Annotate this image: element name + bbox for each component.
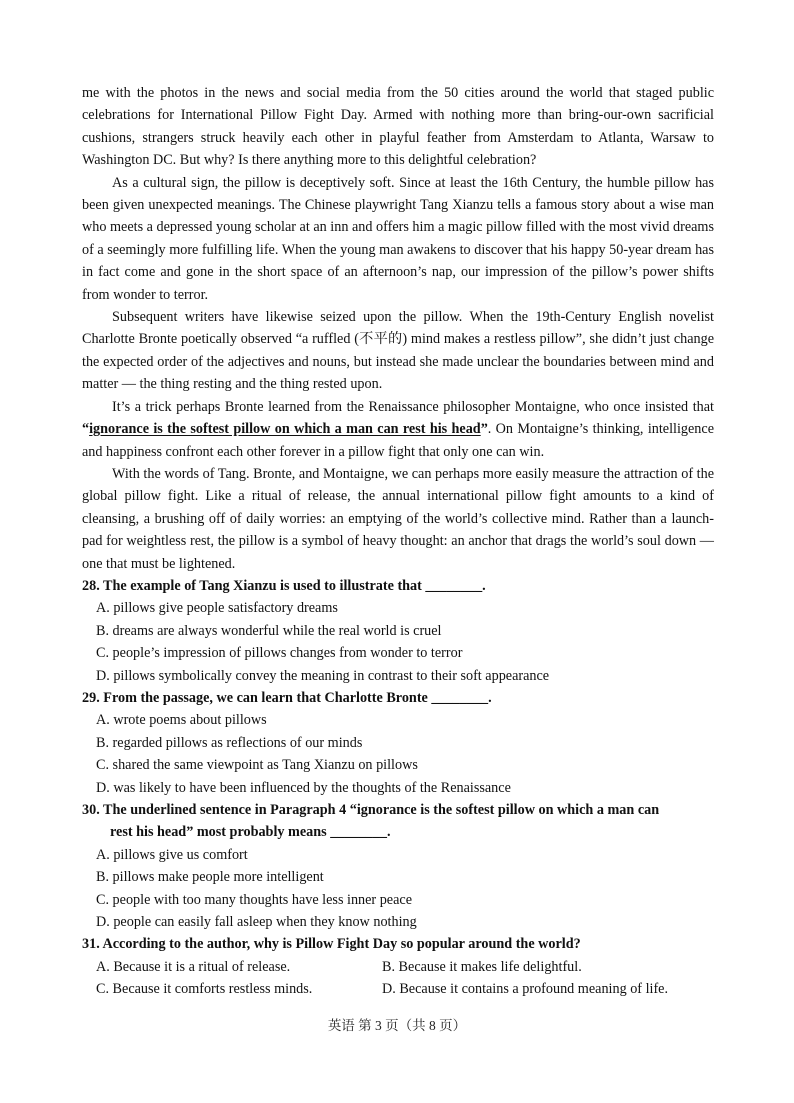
question-29-stem: 29. From the passage, we can learn that Charlotte Bronte ________. [82, 689, 492, 706]
question-30-options [82, 844, 714, 934]
paragraph-4-lead-text: It’s a trick perhaps Bronte learned from the Renaissance philosopher Montaigne, who once insisted that [112, 398, 714, 415]
exam-page [82, 82, 714, 1001]
quote-open: “ [82, 421, 90, 438]
question-28-option-c[interactable]: C. people’s impression of pillows changes from wonder to terror [96, 645, 463, 662]
question-31-option-c[interactable]: C. Because it comforts restless minds. [96, 981, 313, 998]
question-31-options [82, 956, 714, 1001]
question-29 [82, 687, 714, 799]
question-29-option-b[interactable]: B. regarded pillows as reflections of our minds [96, 734, 363, 751]
question-30-option-a[interactable]: A. pillows give us comfort [96, 846, 248, 863]
question-31-stem: 31. According to the author, why is Pillow Fight Day so popular around the world? [82, 936, 581, 953]
question-28-stem: 28. The example of Tang Xianzu is used to illustrate that ________. [82, 577, 486, 594]
question-29-option-a[interactable]: A. wrote poems about pillows [96, 712, 267, 729]
passage-paragraph-1: me with the photos in the news and social media from the 50 cities around the world that staged public celebrations for International Pillow Fight Day. Armed with nothing more than bring-our-own sacrificial cushions, strangers struck heavily each other in playful feather from Amsterdam to Atlanta, Warsaw to Washington DC. But why? Is there anything more to this delightful celebration? [82, 85, 714, 169]
question-28 [82, 575, 714, 687]
passage-paragraph-3: Subsequent writers have likewise seized upon the pillow. When the 19th-Century English novelist Charlotte Bronte poetically observed “a ruffled (不平的) mind makes a restless pillow”, she didn’t just change the expected order of the adjectives and nouns, but instead she made unclear the boundaries between mind and matter — the thing resting and the thing rested upon. [82, 309, 714, 393]
passage-paragraph-2: As a cultural sign, the pillow is deceptively soft. Since at least the 16th Century, the humble pillow has been given unexpected meanings. The Chinese playwright Tang Xianzu tells a famous story about a wise man who meets a depressed young scholar at an inn and offers him a magic pillow filled with the most vivid dreams of a seemingly more fulfilling life. When the young man awakens to discover that his happy 50-year dream has in fact come and gone in the short space of an afternoon’s nap, our impression of the pillow’s power shifts from wonder to terror. [82, 174, 714, 303]
question-30-stem-line-1: 30. The underlined sentence in Paragraph 4 “ignorance is the softest pillow on which a man can [82, 802, 660, 818]
question-28-options [82, 597, 714, 687]
question-30 [82, 799, 714, 933]
passage-paragraph-5: With the words of Tang. Bronte, and Montaigne, we can perhaps more easily measure the attraction of the global pillow fight. Like a ritual of release, the annual international pillow fight amounts to a kind of cleansing, a brushing off of daily worries: an emptying of the world’s collective mind. Rather than a launch-pad for weightless rest, the pillow is a symbol of heavy thought: an anchor that drags the world’s soul down — one that must be lightened. [82, 465, 714, 572]
question-30-option-b[interactable]: B. pillows make people more intelligent [96, 869, 324, 886]
question-30-option-c[interactable]: C. people with too many thoughts have less inner peace [96, 891, 412, 908]
question-28-option-d[interactable]: D. pillows symbolically convey the meaning in contrast to their soft appearance [96, 667, 550, 684]
question-28-option-b[interactable]: B. dreams are always wonderful while the real world is cruel [96, 622, 442, 639]
paragraph-4-tail-text: . On Montaigne’s thinking, intelligence and happiness confront each other forever in a pillow fight that only one can win. [82, 421, 714, 460]
question-30-stem-line-2: rest his head” most probably means ________. [110, 824, 391, 841]
quote-close: ” [480, 421, 488, 438]
question-30-option-d[interactable]: D. people can easily fall asleep when they know nothing [96, 914, 417, 931]
passage-paragraph-4 [82, 396, 714, 463]
question-31-option-b[interactable]: B. Because it makes life delightful. [382, 958, 582, 975]
question-29-options [82, 709, 714, 799]
question-31-option-a[interactable]: A. Because it is a ritual of release. [96, 958, 291, 975]
page-footer: 英语 第 3 页（共 8 页） [327, 1018, 467, 1033]
underlined-sentence: ignorance is the softest pillow on which a man can rest his head [89, 421, 481, 438]
question-29-option-c[interactable]: C. shared the same viewpoint as Tang Xianzu on pillows [96, 757, 418, 774]
question-31-option-d[interactable]: D. Because it contains a profound meaning of life. [382, 981, 669, 998]
question-31 [82, 933, 714, 1000]
question-28-option-a[interactable]: A. pillows give people satisfactory dreams [96, 600, 338, 617]
question-29-option-d[interactable]: D. was likely to have been influenced by the thoughts of the Renaissance [96, 779, 511, 796]
